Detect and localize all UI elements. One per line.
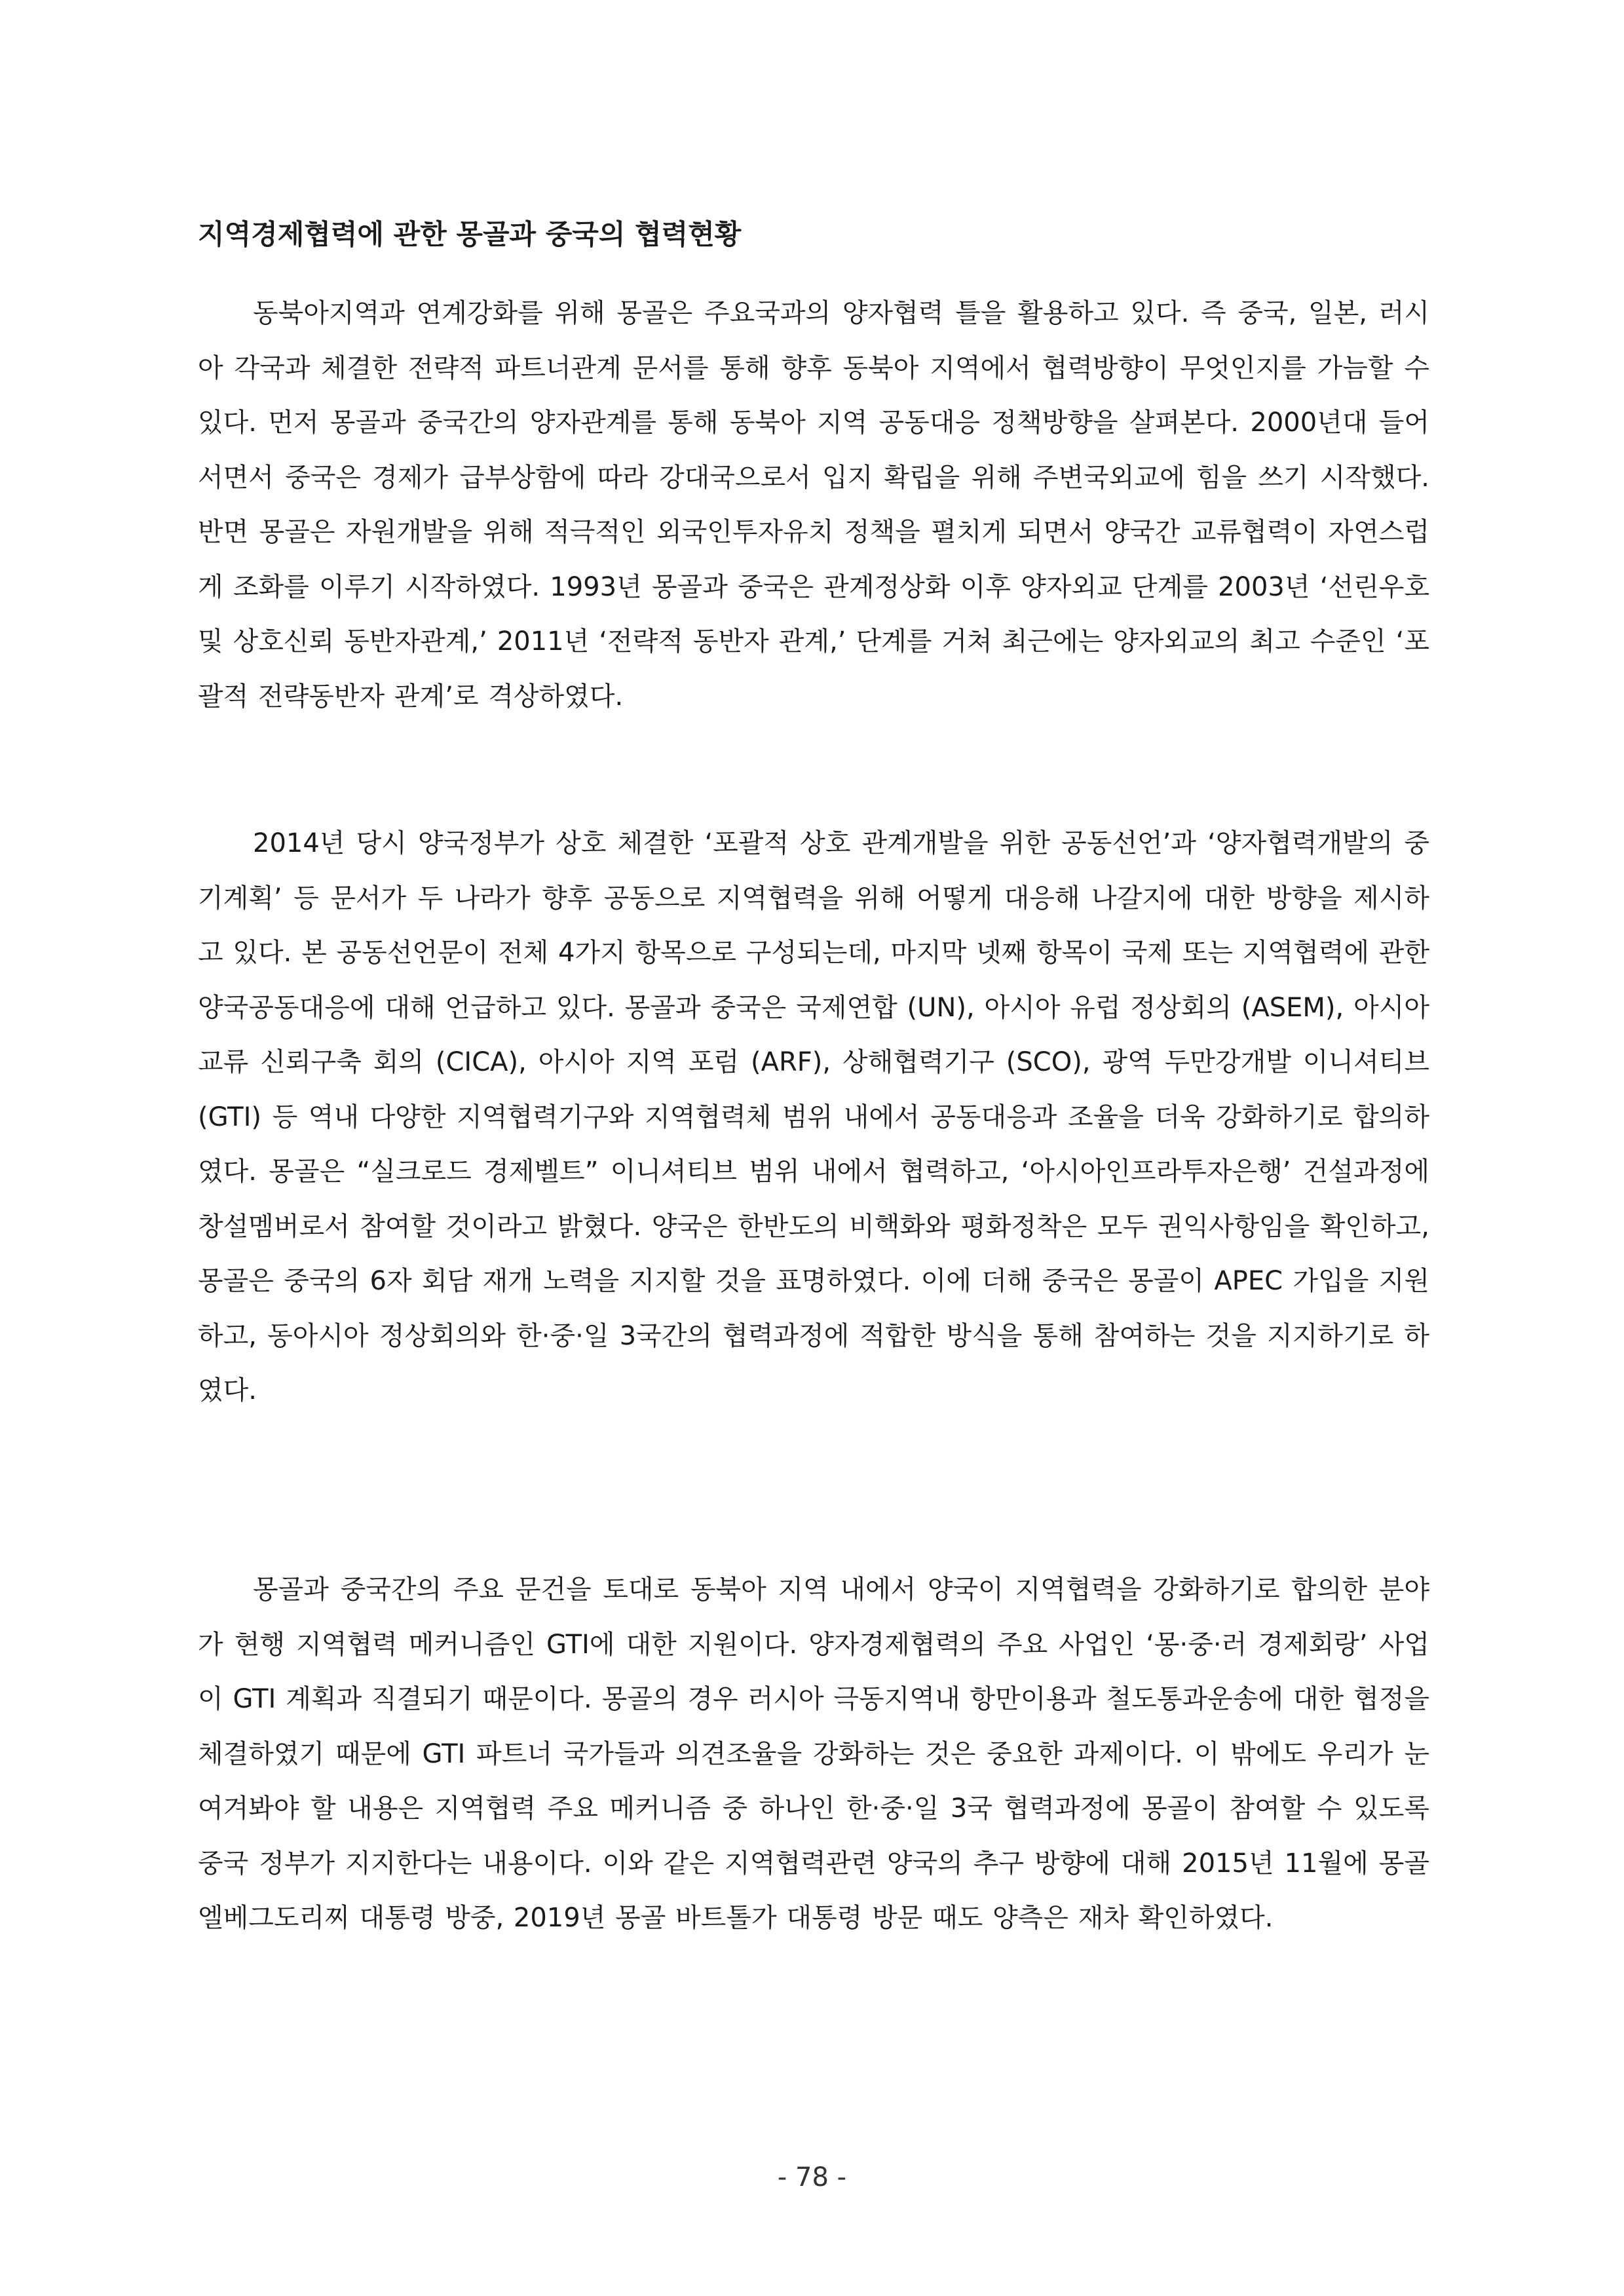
body-paragraph-2	[198, 816, 1429, 1419]
paragraph-text: 몽골과 중국간의 주요 문건을 토대로 동북아 지역 내에서 양국이 지역협력을 강화하기로 합의한 분야가 현행 지역협력 메커니즘인 GTI에 대한 지원이다. 양자경제협력의 주요 사업인 ‘몽·중·러 경제회랑’ 사업이 GTI 계획과 직결되기 때문이다. 몽골의 경우 러시아 극동지역내 항만이용과 철도통과운송에 대한 협정을 체결하였기 때문에 GTI 파트너 국가들과 의견조율을 강화하는 것은 중요한 과제이다. 이 밖에도 우리가 눈 여겨봐야 할 내용은 지역협력 주요 메커니즘 중 하나인 한·중·일 3국 협력과정에 몽골이 참여할 수 있도록 중국 정부가 지지한다는 내용이다. 이와 같은 지역협력관련 양국의 추구 방향에 대해 2015년 11월에 몽골 엘베그도리찌 대통령 방중, 2019년 몽골 바트톨가 대통령 방문 때도 양측은 재차 확인하였다.	[198, 1575, 1429, 1933]
body-paragraph-3	[198, 1563, 1429, 1946]
paragraph-text: 2014년 당시 양국정부가 상호 체결한 ‘포괄적 상호 관계개발을 위한 공동선언’과 ‘양자협력개발의 중기계획’ 등 문서가 두 나라가 향후 공동으로 지역협력을 위해 어떻게 대응해 나갈지에 대한 방향을 제시하고 있다. 본 공동선언문이 전체 4가지 항목으로 구성되는데, 마지막 넷째 항목이 국제 또는 지역협력에 관한 양국공동대응에 대해 언급하고 있다. 몽골과 중국은 국제연합 (UN), 아시아 유럽 정상회의 (ASEM), 아시아 교류 신뢰구축 회의 (CICA), 아시아 지역 포럼 (ARF), 상해협력기구 (SCO), 광역 두만강개발 이니셔티브 (GTI) 등 역내 다양한 지역협력기구와 지역협력체 범위 내에서 공동대응과 조율을 더욱 강화하기로 합의하였다. 몽골은 “실크로드 경제벨트” 이니셔티브 범위 내에서 협력하고, ‘아시아인프라투자은행’ 건설과정에 창설멤버로서 참여할 것이라고 밝혔다. 양국은 한반도의 비핵화와 평화정착은 모두 권익사항임을 확인하고, 몽골은 중국의 6자 회담 재개 노력을 지지할 것을 표명하였다. 이에 더해 중국은 몽골이 APEC 가입을 지원하고, 동아시아 정상회의와 한·중·일 3국간의 협력과정에 적합한 방식을 통해 참여하는 것을 지지하기로 하였다.	[198, 828, 1429, 1406]
paragraph-text: 동북아지역과 연계강화를 위해 몽골은 주요국과의 양자협력 틀을 활용하고 있다. 즉 중국, 일본, 러시아 각국과 체결한 전략적 파트너관계 문서를 통해 향후 동북아 지역에서 협력방향이 무엇인지를 가늠할 수 있다. 먼저 몽골과 중국간의 양자관계를 통해 동북아 지역 공동대응 정책방향을 살펴본다. 2000년대 들어서면서 중국은 경제가 급부상함에 따라 강대국으로서 입지 확립을 위해 주변국외교에 힘을 쓰기 시작했다. 반면 몽골은 자원개발을 위해 적극적인 외국인투자유치 정책을 펼치게 되면서 양국간 교류협력이 자연스럽게 조화를 이루기 시작하였다. 1993년 몽골과 중국은 관계정상화 이후 양자외교 단계를 2003년 ‘선린우호 및 상호신뢰 동반자관계,’ 2011년 ‘전략적 동반자 관계,’ 단계를 거쳐 최근에는 양자외교의 최고 수준인 ‘포괄적 전략동반자 관계’로 격상하였다.	[198, 298, 1429, 712]
body-paragraph-1	[198, 286, 1429, 724]
section-title: 지역경제협력에 관한 몽골과 중국의 협력현황	[198, 218, 742, 250]
page-number: - 78 -	[777, 2162, 847, 2192]
